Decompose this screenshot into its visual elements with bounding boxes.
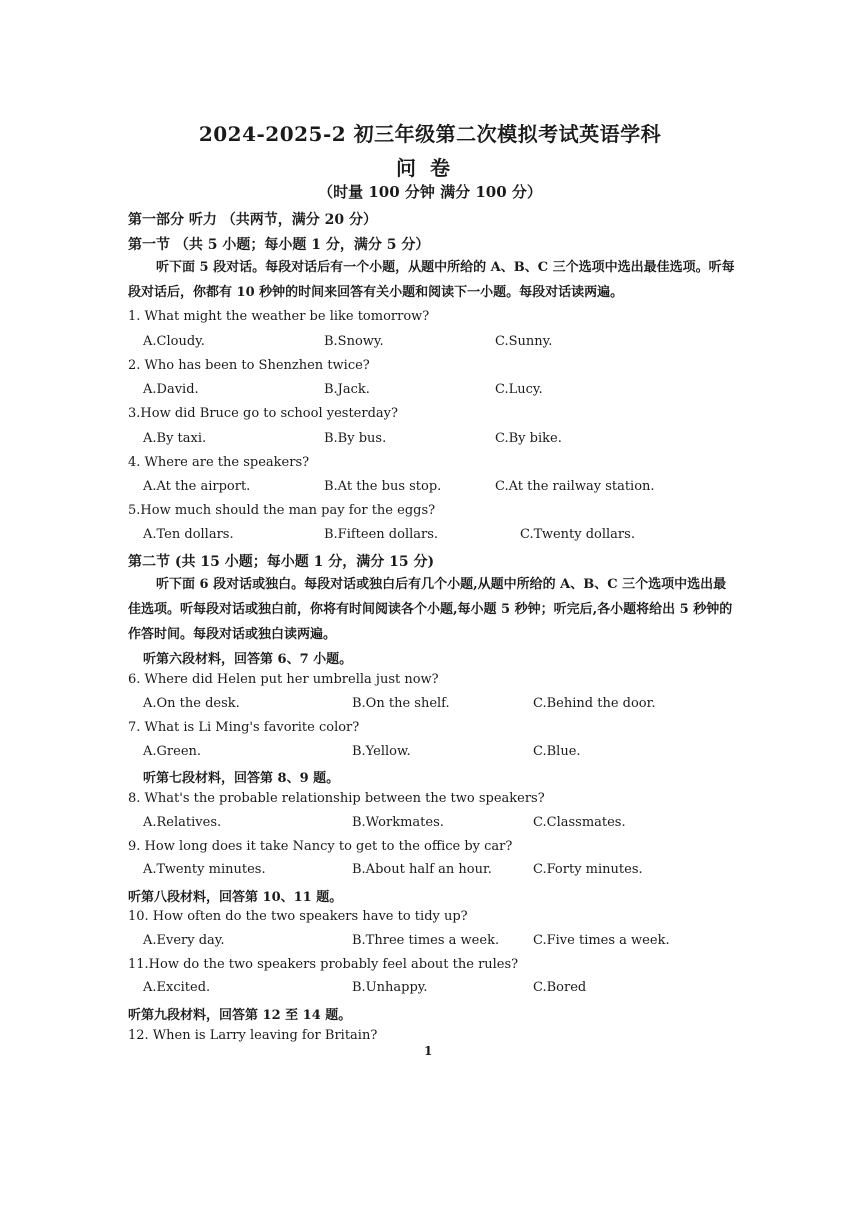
q11-option-c: C.Bored [533,980,587,995]
q2-option-b: B.Jack. [324,382,370,397]
q7-option-a: A.Green. [143,744,202,759]
q2-option-a: A.David. [143,382,199,397]
q5-option-b: B.Fifteen dollars. [324,527,439,542]
question-12: 12. When is Larry leaving for Britain? [128,1028,378,1043]
q10-option-b: B.Three times a week. [352,933,500,948]
q1-option-a: A.Cloudy. [143,334,205,349]
group-label-8-9: 听第七段材料，回答第 8、9 题。 [143,771,340,786]
question-11: 11.How do the two speakers probably feel about the rules? [128,957,519,972]
q3-option-b: B.By bus. [324,431,387,446]
q10-option-a: A.Every day. [143,933,225,948]
question-10: 10. How often do the two speakers have to tidy up? [128,909,468,924]
group-label-6-7: 听第六段材料，回答第 6、7 小题。 [143,652,353,667]
q8-option-c: C.Classmates. [533,815,626,830]
q3-option-c: C.By bike. [495,431,562,446]
exam-title: 2024-2025-2 初三年级第二次模拟考试英语学科 [198,122,662,146]
q6-option-b: B.On the shelf. [352,696,450,711]
q11-option-b: B.Unhappy. [352,980,428,995]
q10-option-c: C.Five times a week. [533,933,670,948]
section2-instructions: 听下面 6 段对话或独白。每段对话或独白后有几个小题,从题中所给的 A、B、C 三个选项中选出最佳选项。听每段对话或独白前，你将有时间阅读各个小题,每小题 5 秒钟；听完后,各小题将给出 5 秒钟的作答时间。每段对话或独白读两遍。 [128,577,733,642]
q4-option-b: B.At the bus stop. [324,479,442,494]
group-label-12-14: 听第九段材料，回答第 12 至 14 题。 [128,1008,352,1023]
q5-option-a: A.Ten dollars. [143,527,234,542]
question-5: 5.How much should the man pay for the eggs? [128,503,436,518]
q8-option-b: B.Workmates. [352,815,444,830]
q6-option-c: C.Behind the door. [533,696,656,711]
question-4: 4. Where are the speakers? [128,455,310,470]
question-8: 8. What's the probable relationship between the two speakers? [128,791,545,806]
q9-option-b: B.About half an hour. [352,862,492,877]
question-1: 1. What might the weather be like tomorrow? [128,309,430,324]
q9-option-c: C.Forty minutes. [533,862,643,877]
section1-instructions: 听下面 5 段对话。每段对话后有一个小题，从题中所给的 A、B、C 三个选项中选出最佳选项。听每段对话后，你都有 10 秒钟的时间来回答有关小题和阅读下一小题。每段对话读两遍。 [128,260,735,300]
q5-option-c: C.Twenty dollars. [520,527,635,542]
question-6: 6. Where did Helen put her umbrella just now? [128,672,439,687]
q9-option-a: A.Twenty minutes. [143,862,266,877]
q8-option-a: A.Relatives. [143,815,222,830]
q1-option-c: C.Sunny. [495,334,553,349]
group-label-10-11: 听第八段材料，回答第 10、11 题。 [128,890,343,905]
exam-timing: （时量 100 分钟 满分 100 分） [318,183,542,201]
question-3: 3.How did Bruce go to school yesterday? [128,406,398,421]
q11-option-a: A.Excited. [143,980,211,995]
question-9: 9. How long does it take Nancy to get to the office by car? [128,839,513,854]
q2-option-c: C.Lucy. [495,382,543,397]
q3-option-a: A.By taxi. [143,431,207,446]
section1-heading: 第一节 （共 5 小题；每小题 1 分，满分 5 分） [128,237,430,253]
question-2: 2. Who has been to Shenzhen twice? [128,358,370,373]
question-7: 7. What is Li Ming's favorite color? [128,720,360,735]
part1-heading: 第一部分 听力 （共两节，满分 20 分） [128,212,377,228]
q4-option-c: C.At the railway station. [495,479,655,494]
page-number: 1 [424,1044,433,1058]
exam-subtitle: 问卷 [396,156,464,180]
q1-option-b: B.Snowy. [324,334,384,349]
q6-option-a: A.On the desk. [143,696,240,711]
q7-option-c: C.Blue. [533,744,581,759]
q7-option-b: B.Yellow. [352,744,411,759]
q4-option-a: A.At the airport. [143,479,251,494]
section2-heading: 第二节 (共 15 小题；每小题 1 分，满分 15 分) [128,554,435,570]
